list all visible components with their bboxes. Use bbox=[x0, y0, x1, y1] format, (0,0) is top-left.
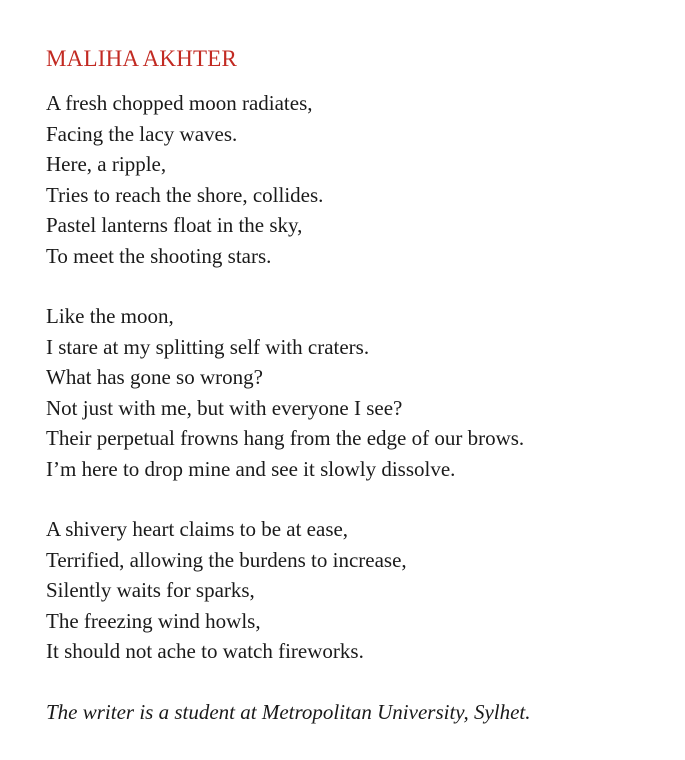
poem-line: I stare at my splitting self with craters. bbox=[46, 334, 370, 359]
poem-line: The freezing wind howls, bbox=[46, 608, 261, 633]
poem-line: Like the moon, bbox=[46, 304, 174, 328]
poem-line: Facing the lacy waves. bbox=[46, 121, 238, 146]
author-name: MALIHA AKHTER bbox=[46, 46, 238, 71]
poem-line: Terrified, allowing the burdens to increase, bbox=[46, 547, 407, 572]
poem-line: A shivery heart claims to be at ease, bbox=[46, 517, 349, 541]
poem-line: Tries to reach the shore, collides. bbox=[46, 182, 324, 207]
stanza-2 bbox=[46, 301, 676, 484]
poem-line: Their perpetual frowns hang from the edge of our brows. bbox=[46, 426, 525, 450]
stanza-3 bbox=[46, 514, 676, 667]
poem-line: Pastel lanterns float in the sky, bbox=[46, 213, 303, 237]
poem-line: Silently waits for sparks, bbox=[46, 578, 255, 602]
poem-line: A fresh chopped moon radiates, bbox=[46, 91, 313, 115]
poem-line: Not just with me, but with everyone I see? bbox=[46, 395, 403, 420]
poem-line: Here, a ripple, bbox=[46, 152, 167, 176]
writer-note: The writer is a student at Metropolitan University, Sylhet. bbox=[46, 699, 531, 724]
stanza-1 bbox=[46, 88, 676, 271]
poem-line: To meet the shooting stars. bbox=[46, 243, 272, 268]
poem-line: It should not ache to watch fireworks. bbox=[46, 639, 364, 663]
poem-line: What has gone so wrong? bbox=[46, 365, 263, 389]
poem-line: I’m here to drop mine and see it slowly dissolve. bbox=[46, 456, 456, 481]
poem-page bbox=[46, 42, 676, 727]
